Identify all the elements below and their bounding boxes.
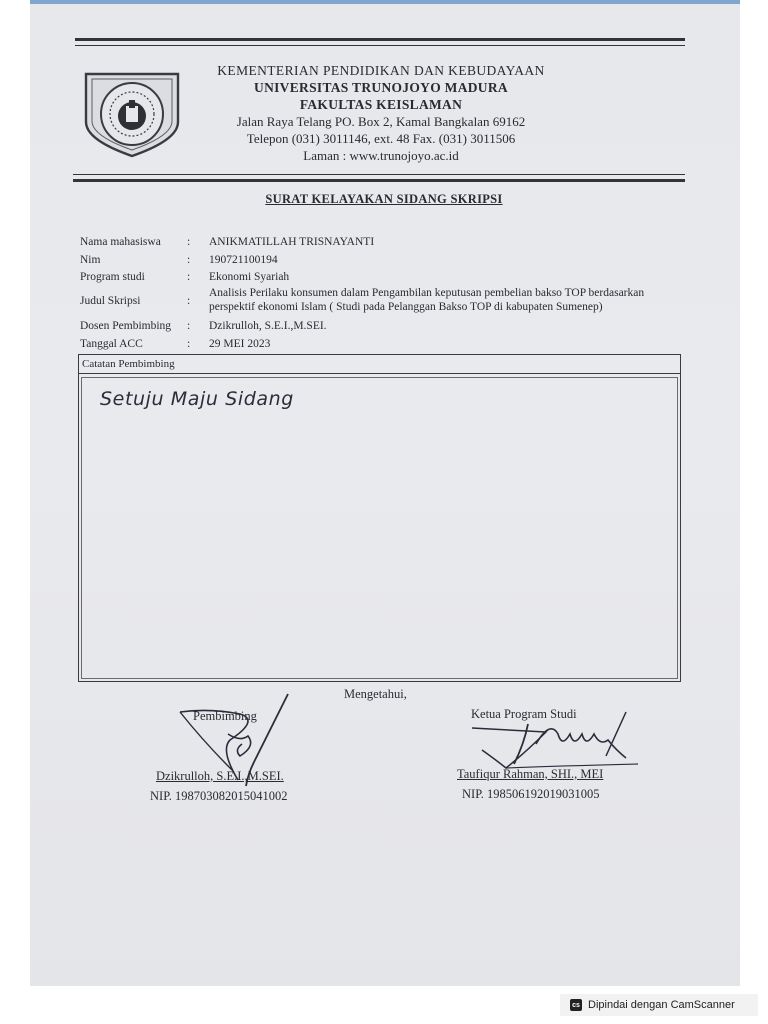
supervisor-name: Dzikrulloh, S.E.I.,M.SEI. <box>156 769 284 783</box>
document-title: SURAT KELAYAKAN SIDANG SKRIPSI <box>265 192 503 206</box>
header-rule-bottom-thick <box>73 179 685 182</box>
header-rule-bottom-thin <box>73 174 685 175</box>
field-colon: : <box>187 338 191 350</box>
field-value-supervisor: Dzikrulloh, S.E.I.,M.SEI. <box>209 320 327 332</box>
letterhead <box>196 62 566 164</box>
field-value-acc-date: 29 MEI 2023 <box>209 338 271 350</box>
university-name: UNIVERSITAS TRUNOJOYO MADURA <box>254 80 508 95</box>
field-colon: : <box>187 295 191 307</box>
field-label-acc-date: Tanggal ACC <box>80 338 143 350</box>
camscanner-logo-icon: cs <box>570 999 582 1011</box>
university-seal-icon <box>80 62 184 160</box>
notes-area <box>81 377 678 679</box>
field-value-thesis-title: Analisis Perilaku konsumen dalam Pengambilan keputusan pembelian bakso TOP berdasarkan perspektif ekonomi Islam ( Studi pada Pelanggan Bakso TOP di kabupaten Sumenep) <box>209 287 645 313</box>
field-value-nim: 190721100194 <box>209 254 278 266</box>
field-value-student-name: ANIKMATILLAH TRISNAYANTI <box>209 236 375 248</box>
field-label-thesis-title: Judul Skripsi <box>80 295 141 307</box>
field-colon: : <box>187 271 191 283</box>
header-rule-top-thick <box>75 38 685 41</box>
field-colon: : <box>187 320 191 332</box>
address-line: Jalan Raya Telang PO. Box 2, Kamal Bangkalan 69162 <box>236 114 526 129</box>
faculty-name: FAKULTAS KEISLAMAN <box>299 97 463 112</box>
field-colon: : <box>187 236 191 248</box>
website-line: Laman : www.trunojoyo.ac.id <box>303 148 459 163</box>
camscanner-label: Dipindai dengan CamScanner <box>588 999 735 1011</box>
acknowledge-text: Mengetahui, <box>344 687 407 701</box>
supervisor-nip: NIP. 198703082015041002 <box>150 789 288 803</box>
handwritten-note: Setuju Maju Sidang <box>100 388 294 410</box>
camscanner-watermark <box>560 994 758 1016</box>
field-label-student-name: Nama mahasiswa <box>80 236 161 248</box>
supervisor-role: Pembimbing <box>193 709 257 723</box>
phone-line: Telepon (031) 3011146, ext. 48 Fax. (031) 3011506 <box>246 131 516 146</box>
head-of-program-name: Taufiqur Rahman, SHI., MEI <box>457 767 604 781</box>
header-rule-top-thin <box>75 45 685 46</box>
field-value-study-program: Ekonomi Syariah <box>209 271 290 283</box>
field-label-supervisor: Dosen Pembimbing <box>80 320 172 332</box>
head-of-program-role: Ketua Program Studi <box>471 707 577 721</box>
head-of-program-nip: NIP. 198506192019031005 <box>462 787 600 801</box>
field-label-nim: Nim <box>80 254 101 266</box>
field-label-study-program: Program studi <box>80 271 145 283</box>
field-colon: : <box>187 254 191 266</box>
notes-heading: Catatan Pembimbing <box>79 355 680 374</box>
ministry-name: KEMENTERIAN PENDIDIKAN DAN KEBUDAYAAN <box>217 63 545 78</box>
